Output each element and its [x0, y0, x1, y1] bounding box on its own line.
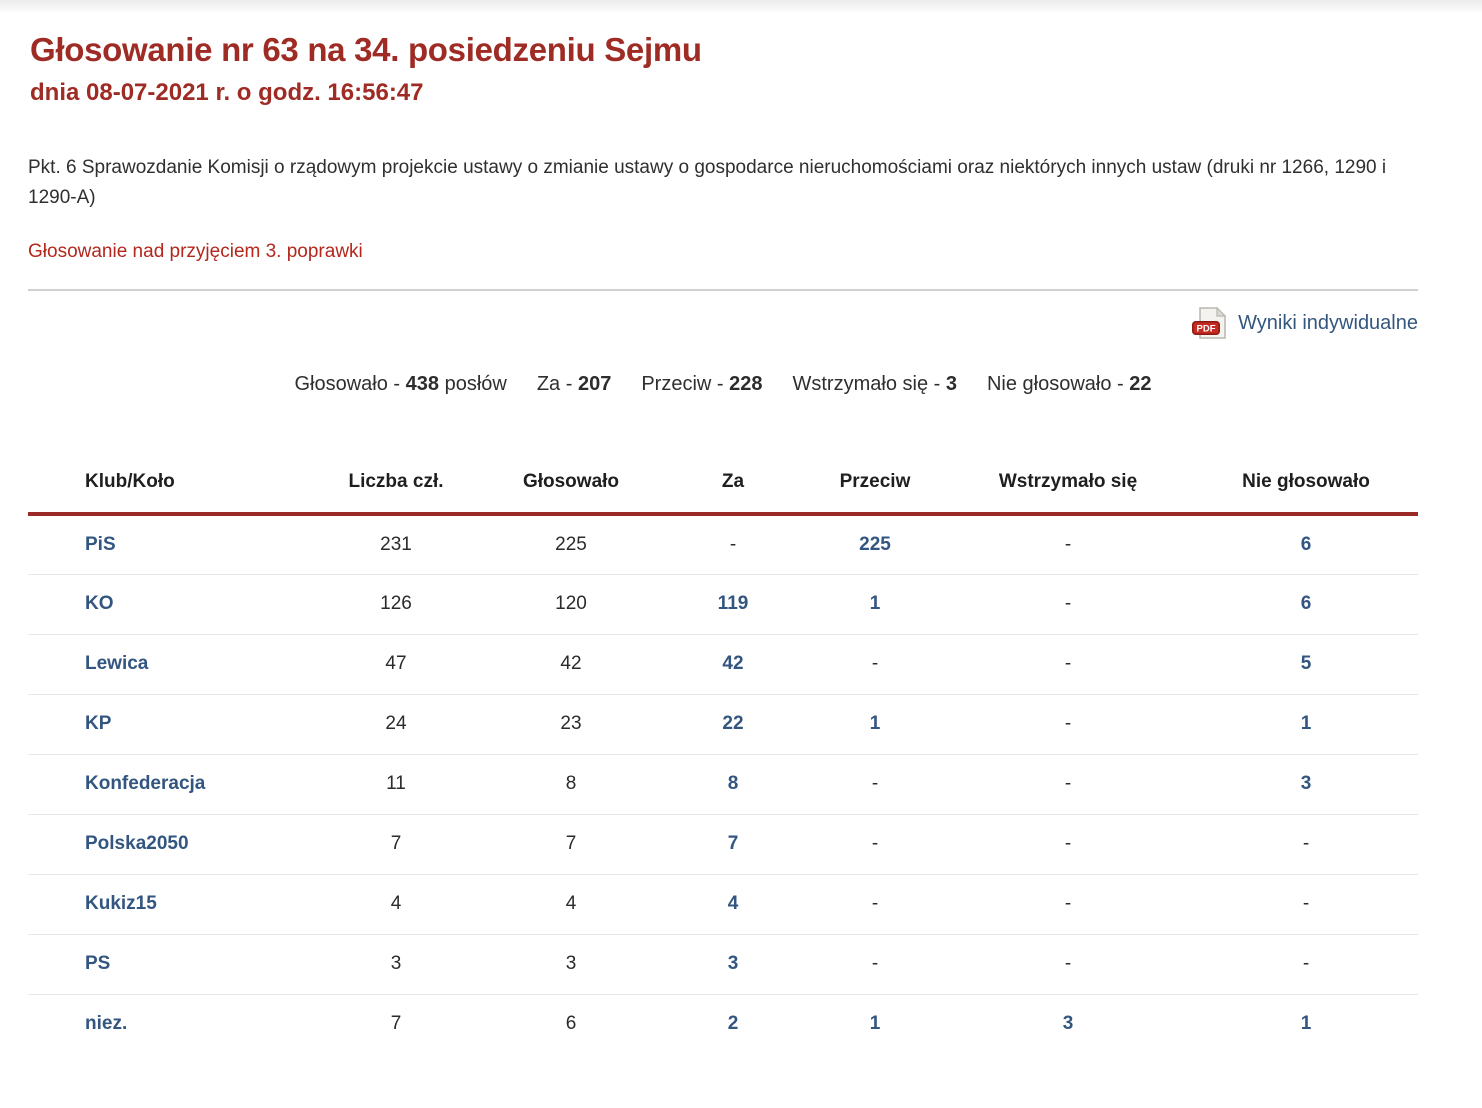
cell-glosowalo: 225	[484, 514, 658, 574]
cell-liczba: 47	[308, 634, 484, 694]
cell-nie-glosowalo[interactable]: 1	[1300, 1013, 1312, 1035]
column-header-przeciw: Przeciw	[808, 452, 942, 514]
table-row	[28, 874, 1418, 934]
cell-za[interactable]: 2	[727, 1013, 739, 1035]
cell-za[interactable]: 3	[727, 953, 739, 974]
summary-wstrzymalo: Wstrzymało się - 3	[792, 373, 957, 395]
cell-wstrzymalo: -	[1064, 593, 1072, 614]
cell-glosowalo: 120	[484, 574, 658, 634]
cell-nie-glosowalo[interactable]: 3	[1300, 773, 1312, 794]
cell-liczba: 3	[308, 934, 484, 994]
cell-glosowalo: 42	[484, 634, 658, 694]
cell-wstrzymalo: -	[1064, 893, 1072, 914]
cell-wstrzymalo[interactable]: 3	[1062, 1013, 1074, 1035]
cell-nie-glosowalo[interactable]: 6	[1300, 533, 1312, 555]
individual-results-link[interactable]: Wyniki indywidualne	[1238, 311, 1418, 334]
pdf-icon[interactable]	[1192, 307, 1227, 339]
cell-glosowalo: 23	[484, 694, 658, 754]
summary-za: Za - 207	[536, 373, 612, 395]
cell-za[interactable]: 42	[722, 653, 744, 674]
cell-wstrzymalo: -	[1064, 533, 1072, 555]
cell-przeciw[interactable]: 1	[869, 593, 881, 614]
table-row	[28, 694, 1418, 754]
summary-przeciw: Przeciw - 228	[641, 373, 763, 395]
cell-liczba: 4	[308, 874, 484, 934]
table-row	[28, 994, 1418, 1054]
cell-nie-glosowalo[interactable]: 1	[1300, 713, 1312, 734]
cell-przeciw: -	[871, 653, 879, 674]
cell-liczba: 24	[308, 694, 484, 754]
table-row	[28, 814, 1418, 874]
table-row	[28, 514, 1418, 574]
column-header-nie-glosowalo: Nie głosowało	[1194, 452, 1418, 514]
cell-liczba: 7	[308, 814, 484, 874]
party-link[interactable]: PiS	[85, 533, 116, 555]
cell-za[interactable]: 7	[727, 833, 739, 854]
results-table	[28, 452, 1418, 1054]
table-row	[28, 754, 1418, 814]
cell-przeciw[interactable]: 225	[859, 533, 891, 555]
divider	[28, 289, 1418, 291]
cell-przeciw[interactable]: 1	[869, 1013, 881, 1035]
party-link[interactable]: PS	[85, 953, 111, 974]
table-header-row	[28, 452, 1418, 514]
party-link[interactable]: Polska2050	[85, 833, 189, 854]
column-header-liczba: Liczba czł.	[308, 452, 484, 514]
summary-nie-glosowalo: Nie głosowało - 22	[986, 373, 1152, 395]
cell-wstrzymalo: -	[1064, 653, 1072, 674]
cell-wstrzymalo: -	[1064, 713, 1072, 734]
pdf-row	[28, 307, 1418, 339]
vote-description: Pkt. 6 Sprawozdanie Komisji o rządowym projekcie ustawy o zmianie ustawy o gospodarce nieruchomościami oraz niektórych innych ustaw (druki nr 1266, 1290 i 1290-A)	[28, 157, 1387, 208]
cell-za[interactable]: 4	[727, 893, 739, 914]
column-header-wstrzymalo: Wstrzymało się	[942, 452, 1194, 514]
cell-nie-glosowalo[interactable]: 5	[1300, 653, 1312, 674]
column-header-za: Za	[658, 452, 808, 514]
cell-glosowalo: 4	[484, 874, 658, 934]
cell-liczba: 11	[308, 754, 484, 814]
cell-nie-glosowalo: -	[1302, 833, 1310, 854]
party-link[interactable]: KP	[85, 713, 112, 734]
party-link[interactable]: KO	[85, 593, 114, 614]
cell-glosowalo: 8	[484, 754, 658, 814]
cell-za: -	[729, 533, 737, 555]
cell-przeciw: -	[871, 893, 879, 914]
cell-wstrzymalo: -	[1064, 833, 1072, 854]
page-title: Głosowanie nr 63 na 34. posiedzeniu Sejmu	[30, 31, 702, 68]
cell-za[interactable]: 8	[727, 773, 739, 794]
cell-za[interactable]: 119	[717, 593, 749, 614]
party-link[interactable]: Kukiz15	[85, 893, 157, 914]
cell-nie-glosowalo: -	[1302, 953, 1310, 974]
column-header-klub: Klub/Koło	[28, 452, 308, 514]
cell-przeciw: -	[871, 773, 879, 794]
table-row	[28, 934, 1418, 994]
page-subtitle: dnia 08-07-2021 r. o godz. 16:56:47	[30, 79, 424, 106]
cell-liczba: 7	[390, 1013, 402, 1035]
cell-przeciw: -	[871, 953, 879, 974]
main-content	[0, 30, 1482, 1054]
cell-za[interactable]: 22	[722, 713, 744, 734]
cell-glosowalo: 7	[484, 814, 658, 874]
table-row	[28, 574, 1418, 634]
top-shade	[0, 0, 1482, 14]
cell-glosowalo: 3	[484, 934, 658, 994]
cell-wstrzymalo: -	[1064, 953, 1072, 974]
table-row	[28, 634, 1418, 694]
cell-liczba: 126	[308, 574, 484, 634]
pdf-badge-text: PDF	[1196, 323, 1216, 335]
column-header-glosowalo: Głosowało	[484, 452, 658, 514]
summary-glosowalo: Głosowało - 438 posłów	[294, 373, 507, 395]
cell-nie-glosowalo[interactable]: 6	[1300, 593, 1312, 614]
cell-wstrzymalo: -	[1064, 773, 1072, 794]
vote-topic-link[interactable]: Głosowanie nad przyjęciem 3. poprawki	[28, 241, 363, 262]
cell-przeciw: -	[871, 833, 879, 854]
cell-liczba: 231	[308, 514, 484, 574]
cell-przeciw[interactable]: 1	[869, 713, 881, 734]
party-link[interactable]: niez.	[85, 1013, 128, 1035]
party-link[interactable]: Konfederacja	[85, 773, 206, 794]
party-link[interactable]: Lewica	[85, 653, 149, 674]
cell-glosowalo: 6	[565, 1013, 577, 1035]
summary-bar	[28, 373, 1418, 396]
cell-nie-glosowalo: -	[1302, 893, 1310, 914]
